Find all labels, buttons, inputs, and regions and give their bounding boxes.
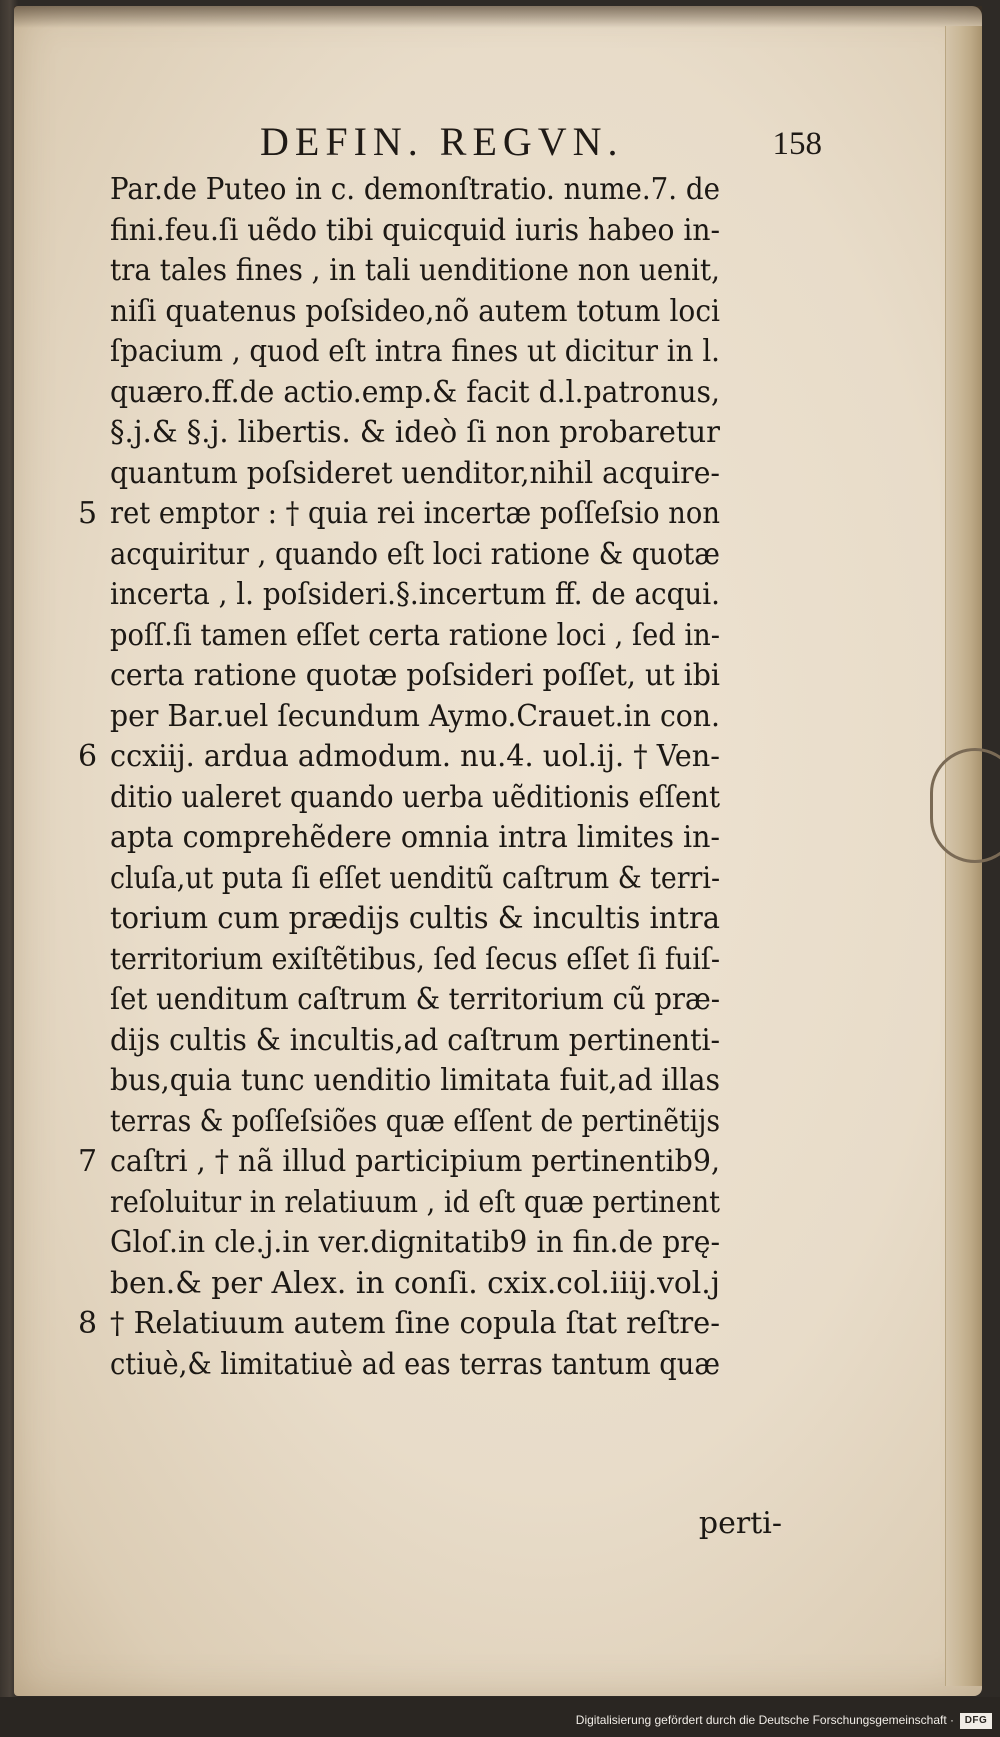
line-text: apta comprehẽdere omnia intra limites in- [110, 820, 720, 855]
footer-bar [0, 1697, 1000, 1737]
line-text: certa ratione quotæ poſsideri poſſet, ut ibi [110, 658, 720, 693]
page-top-shadow [14, 6, 982, 28]
page-number: 158 [772, 126, 822, 162]
line-text: niſi quatenus poſsideo,nõ autem totum loci [110, 293, 720, 329]
page-header [260, 118, 820, 168]
text-line [110, 332, 810, 373]
line-text: torium cum prædijs cultis & incultis intra [110, 901, 720, 936]
margin-number: 6 [78, 739, 98, 774]
binding-loop [930, 748, 1000, 863]
text-line [110, 940, 810, 981]
line-text: poſſ.ſi tamen eſſet certa ratione loci , ſed in- [110, 617, 720, 653]
line-text: cluſa,ut puta ſi eſſet uenditũ caſtrum & terri- [110, 860, 720, 896]
text-line [110, 980, 810, 1021]
line-text: ret emptor : † quia rei incertæ poſſeſsio non [110, 496, 720, 531]
text-line [78, 1142, 810, 1183]
text-line [78, 737, 810, 778]
dfg-logo: DFG [960, 1713, 992, 1729]
text-line [110, 1061, 810, 1102]
text-line [110, 170, 810, 211]
text-line [110, 373, 810, 414]
text-line [110, 899, 810, 940]
margin-number: 5 [78, 496, 98, 531]
line-text: dijs cultis & incultis,ad caſtrum pertinenti- [110, 1022, 720, 1058]
text-line [110, 251, 810, 292]
text-line [78, 494, 810, 535]
line-text: acquiritur , quando eſt loci ratione & quotæ [110, 536, 720, 572]
line-text: ccxiij. ardua admodum. nu.4. uol.ij. † Ven- [110, 739, 720, 774]
text-line [110, 1021, 810, 1062]
text-line [110, 616, 810, 657]
text-line [110, 1345, 810, 1386]
text-line [110, 656, 810, 697]
line-text: ctiuè,& limitatiuè ad eas terras tantum quæ [110, 1346, 720, 1382]
line-text: quæro.ff.de actio.emp.& facit d.l.patronus, [110, 374, 720, 410]
line-text: tra tales fines , in tali uenditione non uenit, [110, 253, 720, 288]
line-text: ſet uenditum caſtrum & territorium cũ præ- [110, 982, 720, 1017]
text-line [78, 1304, 810, 1345]
text-line [110, 818, 810, 859]
text-line [110, 413, 810, 454]
text-line [110, 535, 810, 576]
text-line [110, 575, 810, 616]
line-text: quantum poſsideret uenditor,nihil acquire- [110, 455, 720, 491]
text-line [110, 1264, 810, 1305]
text-line [110, 859, 810, 900]
line-text: incerta , l. poſsideri.§.incertum ff. de acqui. [110, 577, 720, 612]
text-line [110, 778, 810, 819]
line-text: † Relatiuum autem ſine copula ſtat reſtre- [110, 1306, 720, 1341]
margin-number: 7 [78, 1144, 98, 1179]
line-text: bus,quia tunc uenditio limitata fuit,ad illas [110, 1063, 720, 1098]
body-text [78, 170, 810, 1385]
catchword: perti- [698, 1506, 782, 1541]
running-head: DEFIN. REGVN. [260, 119, 624, 164]
margin-number: 8 [78, 1306, 98, 1341]
line-text: territorium exiſtẽtibus, ſed ſecus eſſet ſi fuiſ- [110, 941, 720, 977]
text-line [110, 292, 810, 333]
line-text: per Bar.uel ſecundum Aymo.Crauet.in con. [110, 698, 720, 734]
line-text: Par.de Puteo in c. demonſtratio. nume.7. de [110, 172, 720, 207]
funding-credit: Digitalisierung gefördert durch die Deutsche Forschungsgemeinschaft · [575, 1713, 954, 1727]
text-line [110, 454, 810, 495]
line-text: Gloſ.in cle.j.in ver.dignitatib9 in fin.de prę- [110, 1225, 720, 1260]
line-text: reſoluitur in relatiuum , id eſt quæ pertinent [110, 1184, 720, 1220]
text-line [110, 697, 810, 738]
text-line [110, 1223, 810, 1264]
line-text: ſpacium , quod eſt intra fines ut dicitur in l. [110, 334, 720, 369]
line-text: caſtri , † nã illud participium pertinentib9, [110, 1144, 720, 1179]
text-line [110, 1183, 810, 1224]
text-line [110, 1102, 810, 1143]
line-text: terras & poſſeſsiões quæ eſſent de pertinẽtijs [110, 1103, 720, 1139]
line-text: ditio ualeret quando uerba uẽditionis eſſent [110, 779, 720, 815]
line-text: fini.feu.ſi uẽdo tibi quicquid iuris habeo in- [110, 212, 720, 248]
line-text: ben.& per Alex. in conſi. cxix.col.iiij.vol.j [110, 1265, 720, 1301]
text-line [110, 211, 810, 252]
line-text: §.j.& §.j. libertis. & ideò ſi non probaretur [110, 415, 720, 450]
